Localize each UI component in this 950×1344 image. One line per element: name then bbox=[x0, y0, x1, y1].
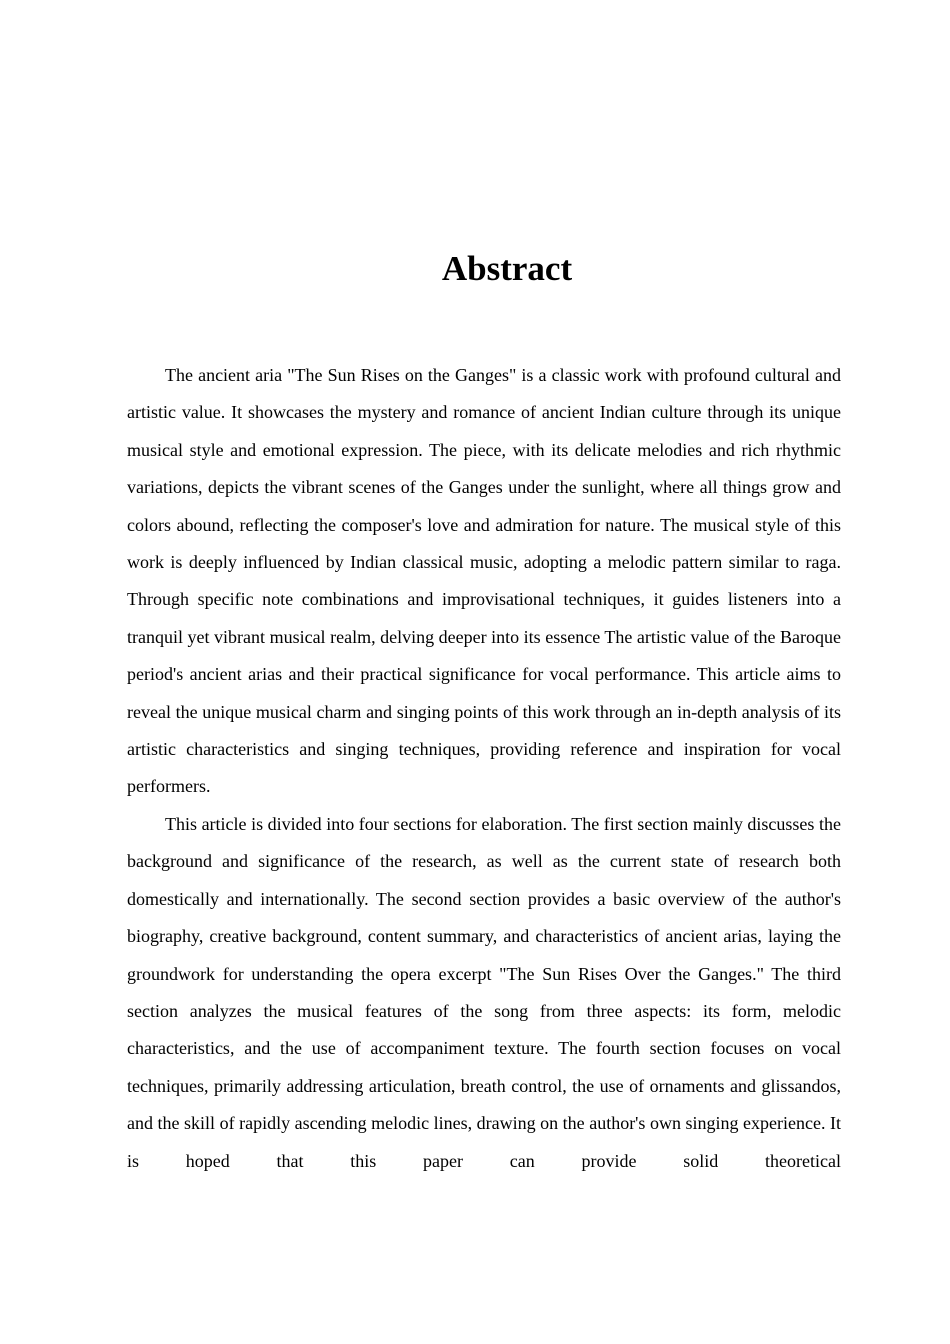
abstract-paragraph-2: This article is divided into four sections for elaboration. The first section mainly discusses the background and significance of the research, as well as the current state of research both domestically and internationally. The second section provides a basic overview of the author's biography, creative background, content summary, and characteristics of ancient arias, laying the groundwork for understanding the opera excerpt "The Sun Rises Over the Ganges." The third section analyzes the musical features of the song from three aspects: its form, melodic characteristics, and the use of accompaniment texture. The fourth section focuses on vocal techniques, primarily addressing articulation, breath control, the use of ornaments and glissandos, and the skill of rapidly ascending melodic lines, drawing on the author's own singing experience. It is hoped that this paper can provide solid theoretical bbox=[127, 813, 841, 1171]
abstract-paragraph-1: The ancient aria "The Sun Rises on the Ganges" is a classic work with profound cultural and artistic value. It showcases the mystery and romance of ancient Indian culture through its unique musical style and emotional expression. The piece, with its delicate melodies and rich rhythmic variations, depicts the vibrant scenes of the Ganges under the sunlight, where all things grow and colors abound, reflecting the composer's love and admiration for nature. The musical style of this work is deeply influenced by Indian classical music, adopting a melodic pattern similar to raga. Through specific note combinations and improvisational techniques, it guides listeners into a tranquil yet vibrant musical realm, delving deeper into its essence The artistic value of the Baroque period's ancient arias and their practical significance for vocal performance. This article aims to reveal the unique musical charm and singing points of this work through an in-depth analysis of its artistic characteristics and singing techniques, providing reference and inspiration for vocal performers. bbox=[127, 365, 841, 797]
abstract-title: Abstract bbox=[441, 249, 573, 288]
abstract-body bbox=[127, 357, 841, 1180]
